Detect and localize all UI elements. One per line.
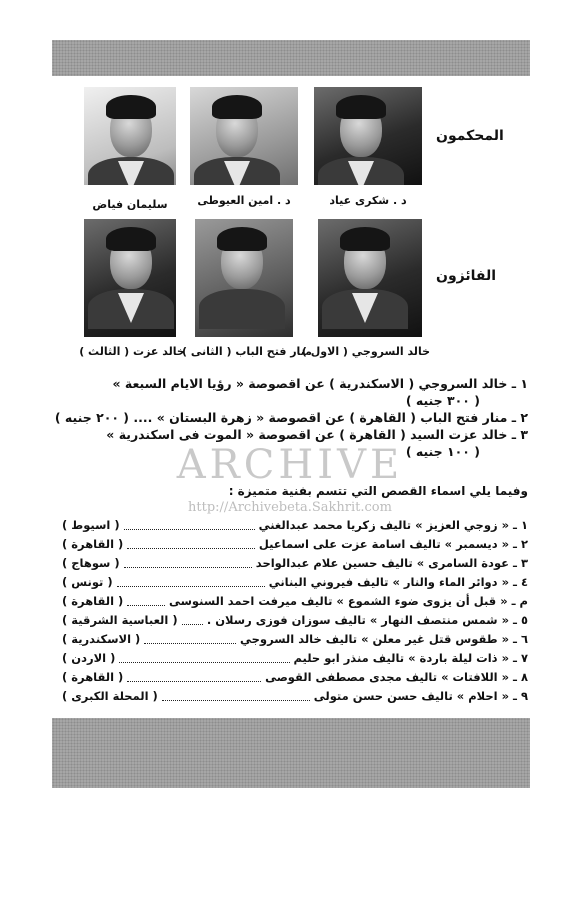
list-item: ٧ ـ « ذات ليلة باردة » تاليف منذر ابو حليم ( الاردن ) xyxy=(62,651,528,665)
winner-line-3-prize: ( ١٠٠ جنيه ) xyxy=(405,444,480,459)
photo-winner-2 xyxy=(195,219,293,337)
winners-label: الفائزون xyxy=(436,268,497,284)
photo-judge-3 xyxy=(84,87,176,185)
watermark-url: http://Archivebeta.Sakhrit.com xyxy=(188,500,392,515)
photo-judge-1 xyxy=(314,87,422,185)
list-item: ٦ ـ « طقوس قتل غير معلن » تاليف خالد السروجي ( الاسكندرية ) xyxy=(62,632,528,646)
winner-line-3: ٣ ـ خالد عزت السيد ( القاهرة ) عن اقصوصة « الموت فى اسكندرية » xyxy=(106,427,528,442)
caption-judge-3: سليمان فياض xyxy=(92,198,168,211)
photo-judge-2 xyxy=(190,87,298,185)
photo-winner-3 xyxy=(84,219,176,337)
list-item: ٨ ـ « اللافتات » تاليف مجدى مصطفى القوصى ( القاهرة ) xyxy=(62,670,528,684)
list-item: ٣ ـ عودة السامرى » تاليف حسين علام عبدالواحد ( سوهاج ) xyxy=(62,556,528,570)
winner-line-1: ١ ـ خالد السروجي ( الاسكندرية ) عن اقصوصة « رؤيا الايام السبعة » xyxy=(112,376,528,391)
footer-band xyxy=(52,718,530,788)
watermark-logo: ARCHIVE xyxy=(176,442,404,488)
list-item: ٥ ـ « شمس منتصف النهار » تاليف سوزان فوزى رسلان . ( العباسية الشرقية ) xyxy=(62,613,528,627)
winner-line-2: ٢ ـ منار فتح الباب ( القاهرة ) عن اقصوصة « زهرة البستان » .... ( ٢٠٠ جنيه ) xyxy=(54,410,528,425)
list-item: م ـ « قبل أن يزوى ضوء الشموع » تاليف ميرفت احمد السنوسى ( القاهرة ) xyxy=(62,594,528,608)
photo-winner-1 xyxy=(318,219,422,337)
list-item: ٢ ـ « ديسمبر » تاليف اسامة عزت على اسماعيل ( القاهرة ) xyxy=(62,537,528,551)
caption-winner-2: منار فتح الباب ( الثانى ) xyxy=(182,345,312,358)
winner-line-1-prize: ( ٣٠٠ جنيه ) xyxy=(405,393,480,408)
list-item: ٤ ـ « دوائر الماء والنار » تاليف فيروني البناني ( تونس ) xyxy=(62,575,528,589)
list-heading: وفيما يلي اسماء القصص التي تتسم بفنية متميزة : xyxy=(228,484,528,498)
list-item: ١ ـ « زوجي العزيز » تاليف زكريا محمد عبدالغني ( اسيوط ) xyxy=(62,518,528,532)
list-item: ٩ ـ « احلام » تاليف حسن حسن متولى ( المحلة الكبرى ) xyxy=(62,689,528,703)
caption-judge-2: د . امين العيوطى xyxy=(197,194,291,207)
header-band xyxy=(52,40,530,76)
caption-winner-1: خالد السروجي ( الاول ) xyxy=(301,345,430,358)
caption-judge-1: د . شكرى عياد xyxy=(329,194,407,207)
caption-winner-3: خالد عزت ( الثالث ) xyxy=(79,345,185,358)
judges-label: المحكمون xyxy=(436,128,504,144)
